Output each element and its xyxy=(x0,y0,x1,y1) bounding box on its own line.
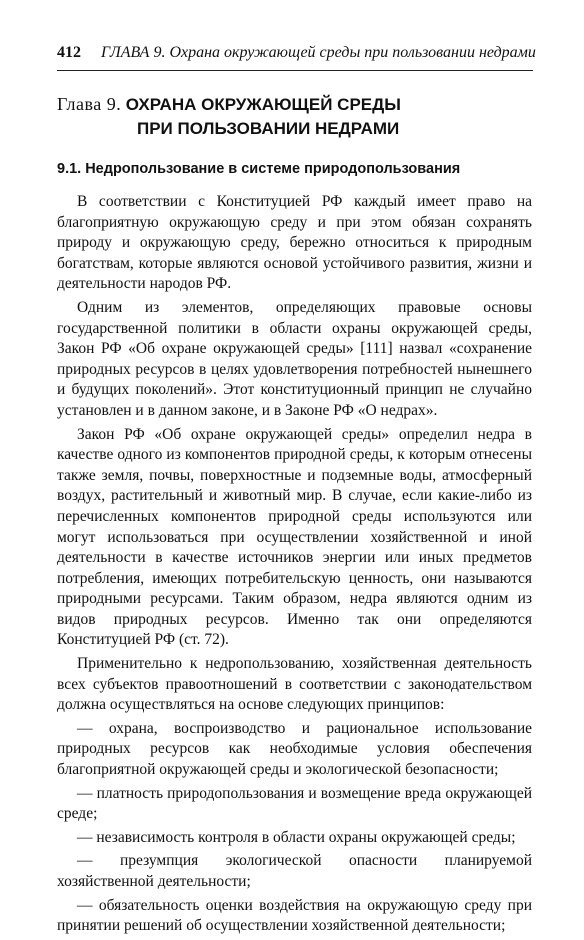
page-number: 412 xyxy=(57,44,81,61)
paragraph: Применительно к недропользованию, хозяйственная деятельность всех субъектов правоотношений в соответствии с законодательством должна осуществляться на основе следующих принципов: xyxy=(57,655,532,714)
list-item: — независимость контроля в области охраны окружающей среды; xyxy=(77,828,516,846)
running-header xyxy=(57,44,536,62)
list-item: — охрана, воспроизводство и рациональное использование природных ресурсов как необходимые условия обеспечения благоприятной окружающей среды и экологической безопасности; xyxy=(57,719,532,779)
paragraph: Закон РФ «Об охране окружающей среды» определил недра в качестве одного из компонентов природной среды, к которым отнесены также земля, почвы, поверхностные и подземные воды, атмосферный воздух, растительный и животный мир. В случае, если какие-либо из перечисленных компонентов природной среды используются или могут использоваться при осуществлении хозяйственной и иной деятельности в качестве источников энергии или иных предметов потребления, имеющих потребительскую ценность, они называются природными ресурсами. Таким образом, недра являются одним из видов природных ресурсов. Именно так они определяются Конституцией РФ (ст. 72). xyxy=(57,425,532,649)
paragraph: В соответствии с Конституцией РФ каждый имеет право на благоприятную окружающую среду и при этом обязан сохранять природу и окружающую среду, бережно относиться к природным богатствам, которые являются основой устойчивого развития, жизни и деятельности народов РФ. xyxy=(57,193,532,293)
chapter-label: Глава 9. xyxy=(57,94,122,114)
chapter-heading xyxy=(57,92,537,141)
section-heading: 9.1. Недропользование в системе природопользования xyxy=(57,161,461,177)
chapter-title-line-2: ПРИ ПОЛЬЗОВАНИИ НЕДРАМИ xyxy=(137,119,400,138)
paragraph: Одним из элементов, определяющих правовые основы государственной политики в области охраны окружающей среды, Закон РФ «Об охране окружающей среды» [111] назвал «сохранение природных ресурсов в целях удовлетворения потребностей нынешнего и будущих поколений». Этот конституционный принцип не случайно установлен и в данном законе, и в Законе РФ «О недрах». xyxy=(57,298,532,419)
chapter-title-line-1: ОХРАНА ОКРУЖАЮЩЕЙ СРЕДЫ xyxy=(125,95,401,114)
list-item: — презумпция экологической опасности планируемой хозяйственной деятельности; xyxy=(57,852,532,890)
running-title: ГЛАВА 9. Охрана окружающей среды при пользовании недрами xyxy=(101,44,536,61)
body-text xyxy=(57,192,532,940)
list-item: — платность природопользования и возмещение вреда окружающей среде; xyxy=(57,784,532,823)
list-item: — обязательность оценки воздействия на окружающую среду при принятии решений об осуществлении хозяйственной деятельности; xyxy=(57,896,532,935)
header-divider xyxy=(57,70,533,71)
